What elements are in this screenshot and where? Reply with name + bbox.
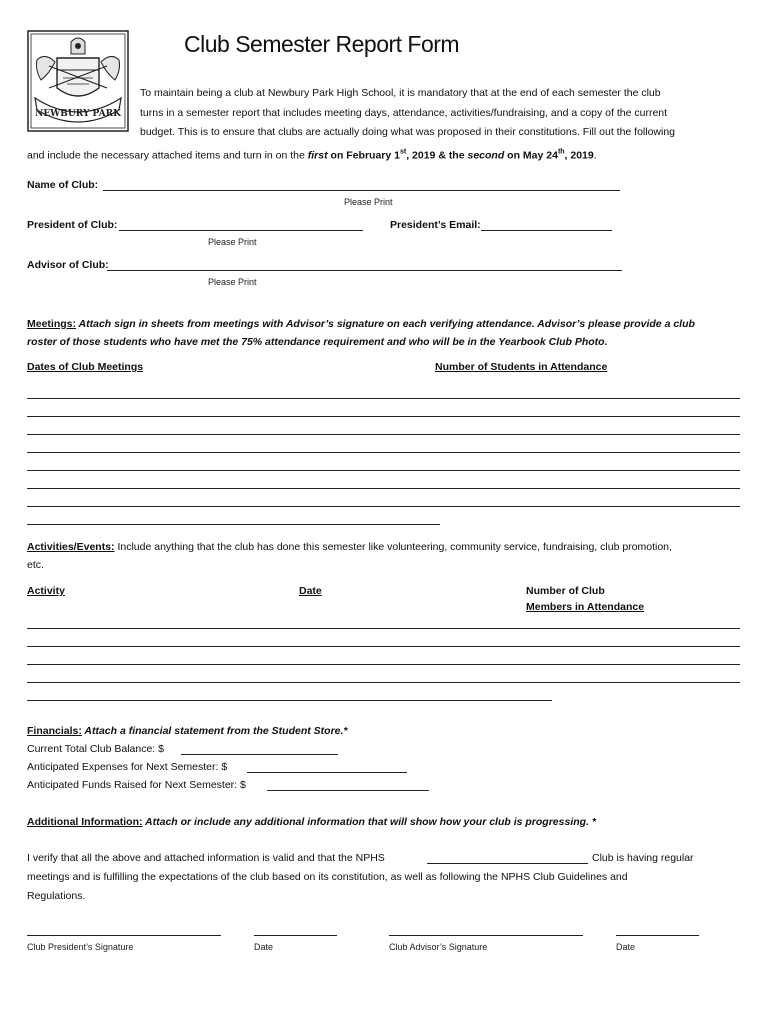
president-label: President of Club: (27, 219, 118, 231)
advisor-label: Advisor of Club: (27, 259, 109, 271)
club-name-verify-field[interactable] (427, 863, 588, 864)
advisor-date-field[interactable] (616, 935, 699, 936)
additional-information: Additional Information: Attach or include any additional information that will show how your club is progressing. * (27, 816, 596, 828)
please-print-note: Please Print (208, 277, 257, 287)
activity-entry-line[interactable] (27, 646, 740, 647)
meeting-entry-line[interactable] (27, 452, 740, 453)
president-email-label: President’s Email: (390, 219, 481, 231)
meeting-entry-line[interactable] (27, 488, 740, 489)
activity-entry-line[interactable] (27, 682, 740, 683)
club-name-field[interactable] (103, 190, 620, 191)
intro-paragraph (27, 84, 743, 166)
anticipated-funds-field[interactable] (267, 790, 429, 791)
president-signature-label: Club President’s Signature (27, 942, 134, 952)
president-date-label: Date (254, 942, 274, 952)
meeting-entry-line[interactable] (27, 416, 740, 417)
advisor-signature-field[interactable] (389, 935, 583, 936)
please-print-note: Please Print (344, 197, 393, 207)
intro-line: To maintain being a club at Newbury Park High School, it is mandatory that at the end of each semester the club (140, 87, 661, 99)
attendance-column-header: Number of Students in Attendance (435, 361, 608, 373)
intro-line: turns in a semester report that includes meeting days, attendance, activities/fundraising, and a copy of the current (140, 106, 668, 119)
please-print-note: Please Print (208, 237, 257, 247)
meeting-entry-line[interactable] (27, 434, 740, 435)
president-name-field[interactable] (119, 230, 363, 231)
verify-statement-line3: Regulations. (27, 890, 86, 902)
meetings-instructions-line2: roster of those students who have met the 75% attendance requirement and who will be in the Yearbook Club Photo. (27, 336, 608, 348)
club-balance-label: Current Total Club Balance: $ (27, 743, 164, 755)
anticipated-expenses-field[interactable] (247, 772, 407, 773)
financials-instructions: Financials: Attach a financial statement from the Student Store.* (27, 725, 348, 737)
financials-heading: Financials: (27, 725, 82, 737)
advisor-signature-label: Club Advisor’s Signature (389, 942, 488, 952)
intro-line-deadlines: and include the necessary attached items and turn in on the first on February 1st, 2019 & the second on May 24th, 2019. (27, 148, 597, 161)
anticipated-funds-label: Anticipated Funds Raised for Next Semester: $ (27, 779, 246, 791)
club-name-label: Name of Club: (27, 179, 99, 191)
verify-statement-end: Club is having regular (592, 852, 694, 864)
advisor-date-label: Date (616, 942, 636, 952)
activities-heading: Activities/Events: (27, 541, 115, 553)
svg-text:NEWBURY PARK: NEWBURY PARK (35, 109, 121, 119)
meeting-entry-line[interactable] (27, 398, 740, 399)
club-balance-field[interactable] (181, 754, 338, 755)
activity-entry-line[interactable] (27, 664, 740, 665)
second-deadline-word: second (467, 149, 505, 161)
activity-column-header: Activity (27, 585, 65, 597)
dates-column-header: Dates of Club Meetings (27, 361, 144, 373)
anticipated-expenses-label: Anticipated Expenses for Next Semester: $ (27, 761, 228, 773)
date-column-header: Date (299, 585, 322, 597)
activities-instructions-line2: etc. (27, 559, 44, 571)
meeting-entry-line[interactable] (27, 470, 740, 471)
verify-statement-line2: meetings and is fulfilling the expectations of the club based on its constitution, as well as following the NPHS Club Guidelines and (27, 871, 628, 883)
activities-instructions: Activities/Events: Include anything that the club has done this semester like volunteering, community service, fundraising, club promotion, (27, 541, 672, 553)
members-column-header-line2: Members in Attendance (526, 601, 645, 613)
president-email-field[interactable] (481, 230, 612, 231)
meeting-entry-line[interactable] (27, 524, 440, 525)
verify-statement-start: I verify that all the above and attached information is valid and that the NPHS (27, 852, 385, 864)
advisor-name-field[interactable] (107, 270, 622, 271)
meetings-instructions: Meetings: Attach sign in sheets from meetings with Advisor’s signature on each verifying attendance. Advisor’s please provide a club (27, 318, 695, 330)
president-signature-field[interactable] (27, 935, 221, 936)
first-deadline-word: first (307, 149, 328, 161)
president-date-field[interactable] (254, 935, 337, 936)
meetings-heading: Meetings: (27, 318, 77, 330)
activity-entry-line[interactable] (27, 700, 552, 701)
meeting-entry-line[interactable] (27, 506, 740, 507)
additional-heading: Additional Information: (27, 816, 143, 828)
activity-entry-line[interactable] (27, 628, 740, 629)
intro-line: budget. This is to ensure that clubs are actually doing what was proposed in their constitutions. Fill out the following (140, 126, 676, 138)
page-title: Club Semester Report Form (184, 31, 460, 57)
members-column-header: Number of Club (526, 585, 605, 597)
